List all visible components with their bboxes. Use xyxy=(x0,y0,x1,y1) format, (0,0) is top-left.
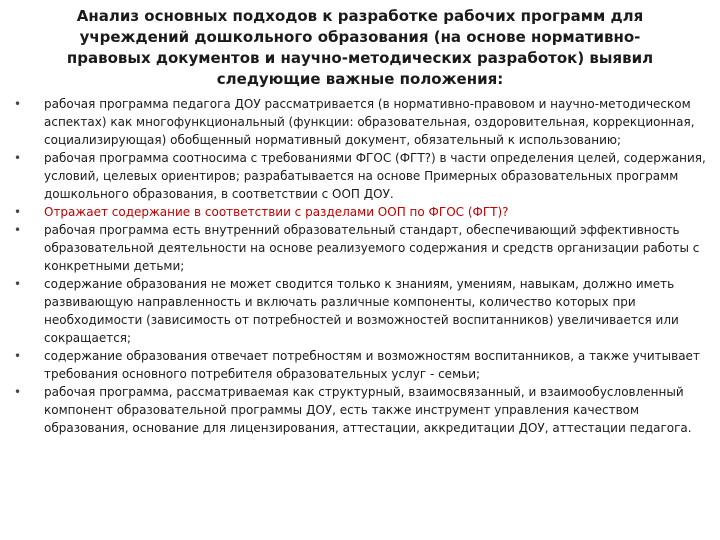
list-item xyxy=(0,149,720,203)
list-item xyxy=(0,383,720,437)
bullet-icon: • xyxy=(14,277,22,291)
bullet-icon: • xyxy=(14,97,22,111)
bullet-icon: • xyxy=(14,151,22,165)
bullet-icon: • xyxy=(14,205,22,219)
list-item-text: Отражает содержание в соответствии с разделами ООП по ФГОС (ФГТ)? xyxy=(44,205,509,219)
list-item-text: содержание образования не может сводится только к знаниям, умениям, навыкам, должно иметь развивающую направленность и включать различные компоненты, количество которых при необходимости (зависимость от потребностей и возможностей воспитанников) увеличивается или сокращается; xyxy=(44,277,679,345)
list-item-highlighted xyxy=(0,203,720,221)
bullet-list xyxy=(0,95,720,437)
list-item xyxy=(0,347,720,383)
bullet-icon: • xyxy=(14,223,22,237)
list-item-text: рабочая программа, рассматриваемая как структурный, взаимосвязанный, и взаимообусловленный компонент образовательной программы ДОУ, есть также инструмент управления качеством образования, основание для лицензирования, аттестации, аккредитации ДОУ, аттестации педагога. xyxy=(44,385,692,435)
list-item-text: содержание образования отвечает потребностям и возможностям воспитанников, а также учитывает требования основного потребителя образовательных услуг - семьи; xyxy=(44,349,700,381)
list-item xyxy=(0,275,720,347)
bullet-icon: • xyxy=(14,349,22,363)
slide-title: Анализ основных подходов к разработке рабочих программ для учреждений дошкольного образования (на основе нормативно-правовых документов и научно-методических разработок) выявил следующие важные положения: xyxy=(66,7,654,88)
list-item-text: рабочая программа педагога ДОУ рассматривается (в нормативно-правовом и научно-методическом аспектах) как многофункциональный (функции: образовательная, оздоровительная, коррекционная, социализирующая) обобщенный нормативный документ, обязательный к использованию; xyxy=(44,97,695,147)
list-item xyxy=(0,221,720,275)
bullet-icon: • xyxy=(14,385,22,399)
list-item xyxy=(0,95,720,149)
list-item-text: рабочая программа есть внутренний образовательный стандарт, обеспечивающий эффективность образовательной деятельности на основе реализуемого содержания и средств организации работы с конкретными детьми; xyxy=(44,223,700,273)
list-item-text: рабочая программа соотносима с требованиями ФГОС (ФГТ?) в части определения целей, содержания, условий, целевых ориентиров; разрабатывается на основе Примерных образовательных программ дошкольного образования, в соответствии с ООП ДОУ. xyxy=(44,151,706,201)
